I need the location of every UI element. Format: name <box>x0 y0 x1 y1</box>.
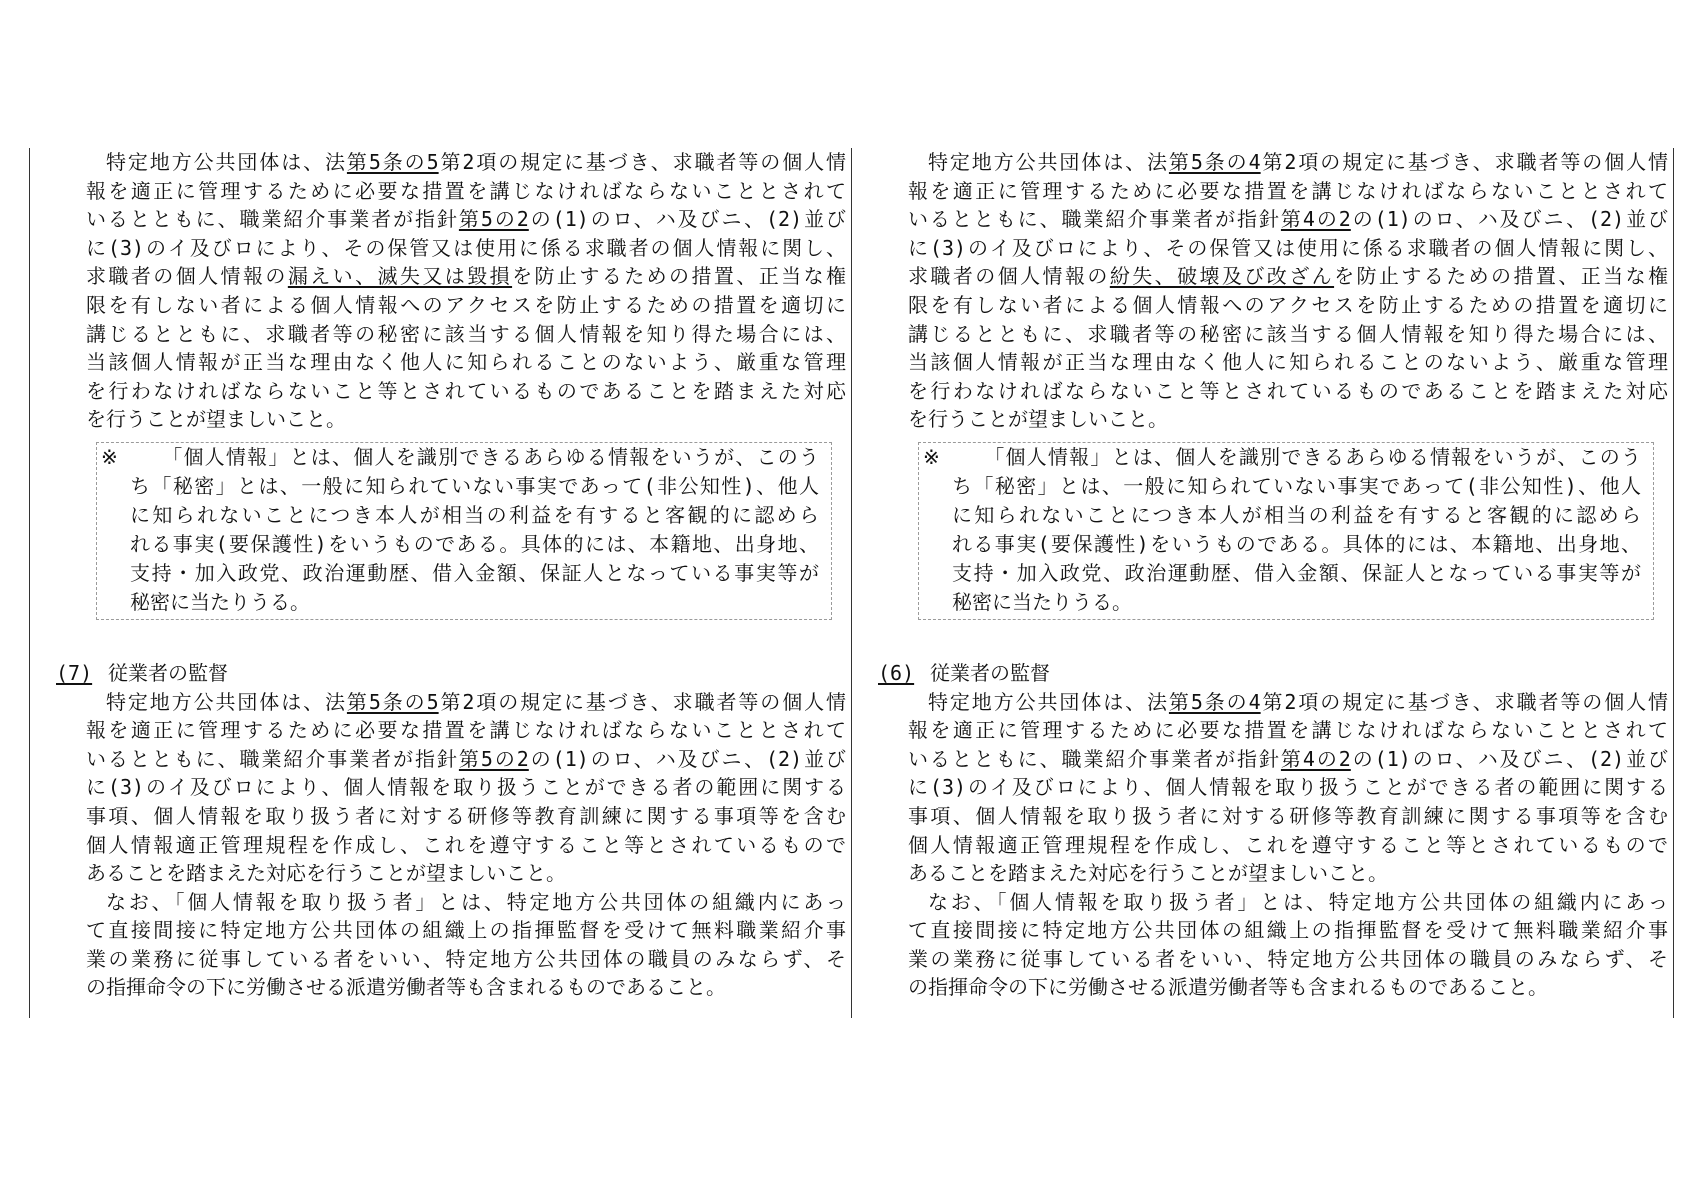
guideline-reference: 第4の2 <box>1280 746 1351 771</box>
center-divider-line <box>851 148 852 1018</box>
left-column <box>56 148 847 1002</box>
left-border-line <box>29 148 30 1018</box>
section-heading <box>878 659 1668 688</box>
article-reference: 第5条の5 <box>346 150 439 174</box>
article-reference: 第5条の5 <box>346 689 439 714</box>
personal-info-paragraph: 特定地方公共団体は、法第5条の4第2項の規定に基づき、求職者等の個人情 報を適正に管理するために必要な措置を講じなければならないこととされて いるとともに、職業紹介事業者が指針第4の2の(1)のロ、ハ及びニ、(2)並び に(3)のイ及びロにより、その保管又は使用に係る求職者の個人情報に関し、 求職者の個人情報の紛失、破壊及び改ざんを防止するための措置、正当な権 限を有しない者による個人情報へのアクセスを防止するための措置を適切に 講じるとともに、求職者等の秘密に該当する個人情報を知り得た場合には、 当該個人情報が正当な理由なく他人に知られることのないよう、厳重な管理 を行わなければならないこと等とされているものであることを踏まえた対応 を行うことが望ましいこと。 <box>908 150 1669 432</box>
note-box: ※ 「個人情報」とは、個人を識別できるあらゆる情報をいうが、このう ち「秘密」とは、一般に知られていない事実であって(非公知性)、他人 に知られないことにつき本人が相当の利益を有すると客観的に認めら れる事実(要保護性)をいうものである。具体的には、本籍地、出身地、 支持・加入政党、政治運動歴、借入金額、保証人となっている事実等が 秘密に当たりうる。 <box>918 442 1654 620</box>
guideline-reference: 第5の2 <box>458 207 529 232</box>
supervision-paragraph: 特定地方公共団体は、法第5条の5第2項の規定に基づき、求職者等の個人情 報を適正に管理するために必要な措置を講じなければならないこととされて いるとともに、職業紹介事業者が指針第5の2の(1)のロ、ハ及びニ、(2)並び に(3)のイ及びロにより、個人情報を取り扱うことができる者の範囲に関する 事項、個人情報を取り扱う者に対する研修等教育訓練に関する事項等を含む 個人情報適正管理規程を作成し、これを遵守すること等とされているもので あることを踏まえた対応を行うことが望ましいこと。 <box>86 689 846 886</box>
personal-info-paragraph: 特定地方公共団体は、法第5条の5第2項の規定に基づき、求職者等の個人情 報を適正に管理するために必要な措置を講じなければならないこととされて いるとともに、職業紹介事業者が指針第5の2の(1)のロ、ハ及びニ、(2)並び に(3)のイ及びロにより、その保管又は使用に係る求職者の個人情報に関し、 求職者の個人情報の漏えい、滅失又は毀損を防止するための措置、正当な権 限を有しない者による個人情報へのアクセスを防止するための措置を適切に 講じるとともに、求職者等の秘密に該当する個人情報を知り得た場合には、 当該個人情報が正当な理由なく他人に知られることのないよう、厳重な管理 を行わなければならないこと等とされているものであることを踏まえた対応 を行うことが望ましいこと。 <box>86 150 847 432</box>
section-title: 従業者の監督 <box>108 660 228 685</box>
article-reference: 第5条の4 <box>1168 150 1261 174</box>
section-number: (6) <box>878 660 915 685</box>
note-box: ※ 「個人情報」とは、個人を識別できるあらゆる情報をいうが、このう ち「秘密」とは、一般に知られていない事実であって(非公知性)、他人 に知られないことにつき本人が相当の利益を有すると客観的に認めら れる事実(要保護性)をいうものである。具体的には、本籍地、出身地、 支持・加入政党、政治運動歴、借入金額、保証人となっている事実等が 秘密に当たりうる。 <box>96 442 832 620</box>
changed-phrase: 紛失、破壊及び改ざん <box>1109 264 1335 289</box>
guideline-reference: 第5の2 <box>458 746 529 771</box>
handler-definition-paragraph: なお、「個人情報を取り扱う者」とは、特定地方公共団体の組織内にあっ て直接間接に特定地方公共団体の組織上の指揮監督を受けて無料職業紹介事 業の業務に従事している者をいい、特定地方公共団体の職員のみならず、そ の指揮命令の下に労働させる派遣労働者等も含まれるものであること。 <box>86 889 846 1000</box>
section-number: (7) <box>56 660 93 685</box>
right-column <box>878 148 1669 1002</box>
note-mark: ※ <box>101 444 118 469</box>
supervision-paragraph: 特定地方公共団体は、法第5条の4第2項の規定に基づき、求職者等の個人情 報を適正に管理するために必要な措置を講じなければならないこととされて いるとともに、職業紹介事業者が指針第4の2の(1)のロ、ハ及びニ、(2)並び に(3)のイ及びロにより、個人情報を取り扱うことができる者の範囲に関する 事項、個人情報を取り扱う者に対する研修等教育訓練に関する事項等を含む 個人情報適正管理規程を作成し、これを遵守すること等とされているもので あることを踏まえた対応を行うことが望ましいこと。 <box>908 689 1668 886</box>
article-reference: 第5条の4 <box>1168 689 1261 714</box>
handler-definition-paragraph: なお、「個人情報を取り扱う者」とは、特定地方公共団体の組織内にあっ て直接間接に特定地方公共団体の組織上の指揮監督を受けて無料職業紹介事 業の業務に従事している者をいい、特定地方公共団体の職員のみならず、そ の指揮命令の下に労働させる派遣労働者等も含まれるものであること。 <box>908 889 1668 1000</box>
note-mark: ※ <box>923 444 940 469</box>
changed-phrase: 漏えい、滅失又は毀損 <box>287 264 513 289</box>
section-title: 従業者の監督 <box>930 660 1050 685</box>
guideline-reference: 第4の2 <box>1280 207 1351 232</box>
section-heading <box>56 659 846 688</box>
right-border-line <box>1673 148 1674 1018</box>
